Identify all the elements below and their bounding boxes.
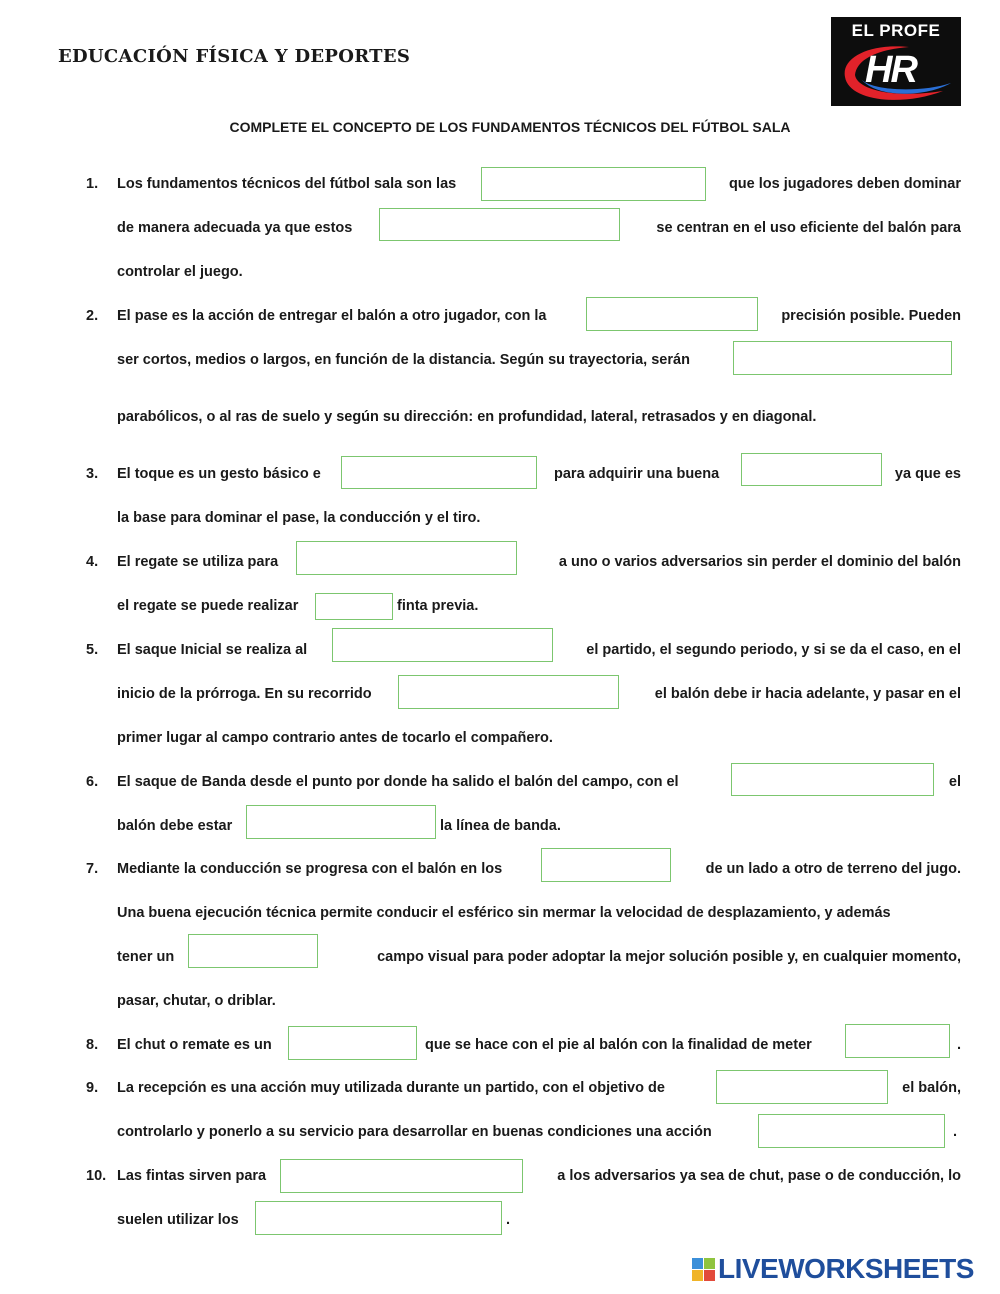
answer-box[interactable]: [296, 541, 517, 575]
item-number: 2.: [86, 308, 99, 324]
item-text: El saque Inicial se realiza al: [117, 642, 308, 658]
item-text: suelen utilizar los: [117, 1212, 239, 1228]
item-text: que se hace con el pie al balón con la finalidad de meter: [425, 1037, 812, 1053]
item-text: el partido, el segundo periodo, y si se da el caso, en el: [586, 642, 961, 658]
item-text: a los adversarios ya sea de chut, pase o de conducción, lo: [557, 1168, 961, 1184]
answer-box[interactable]: [288, 1026, 417, 1060]
item-text: el balón,: [902, 1080, 961, 1096]
cubes-icon: [692, 1258, 716, 1282]
answer-box[interactable]: [716, 1070, 888, 1104]
item-text: precisión posible. Pueden: [781, 308, 961, 324]
answer-box[interactable]: [845, 1024, 950, 1058]
answer-box[interactable]: [731, 763, 934, 796]
answer-box[interactable]: [315, 593, 393, 620]
item-text: El chut o remate es un: [117, 1037, 272, 1053]
item-number: 3.: [86, 466, 99, 482]
item-number: 6.: [86, 774, 99, 790]
item-text: Mediante la conducción se progresa con el balón en los: [117, 861, 503, 877]
item-text: de manera adecuada ya que estos: [117, 220, 353, 236]
item-number: 10.: [86, 1168, 107, 1184]
item-text: balón debe estar: [117, 818, 233, 834]
item-text: para adquirir una buena: [554, 466, 720, 482]
logo-text-top: EL PROFE: [851, 21, 941, 40]
item-text: controlarlo y ponerlo a su servicio para desarrollar en buenas condiciones una acción: [117, 1124, 712, 1140]
item-text: campo visual para poder adoptar la mejor solución posible y, en cualquier momento,: [377, 949, 961, 965]
item-number: 7.: [86, 861, 99, 877]
answer-box[interactable]: [733, 341, 952, 375]
answer-box[interactable]: [398, 675, 619, 709]
item-text: la línea de banda.: [440, 818, 561, 834]
item-number: 9.: [86, 1080, 99, 1096]
answer-box[interactable]: [741, 453, 882, 486]
answer-box[interactable]: [332, 628, 553, 662]
logo-text-mark: HR: [865, 49, 916, 91]
item-text: se centran en el uso eficiente del balón para: [656, 220, 961, 236]
item-text: pasar, chutar, o driblar.: [117, 993, 276, 1009]
item-text: .: [506, 1212, 511, 1228]
item-text: .: [956, 1037, 961, 1053]
el-profe-hr-logo: [831, 17, 961, 106]
item-text: controlar el juego.: [117, 264, 243, 280]
item-text: ya que es: [894, 466, 961, 482]
answer-box[interactable]: [341, 456, 537, 489]
answer-box[interactable]: [188, 934, 318, 968]
item-text: Una buena ejecución técnica permite conducir el esférico sin mermar la velocidad de desplazamiento, y además: [117, 905, 891, 921]
answer-box[interactable]: [246, 805, 436, 839]
item-text: El pase es la acción de entregar el balón a otro jugador, con la: [117, 308, 547, 324]
item-text: que los jugadores deben dominar: [728, 176, 961, 192]
item-number: 1.: [86, 176, 99, 192]
item-text: primer lugar al campo contrario antes de tocarlo el compañero.: [117, 730, 553, 746]
item-text: .: [953, 1124, 958, 1140]
answer-box[interactable]: [280, 1159, 523, 1193]
item-number: 8.: [86, 1037, 99, 1053]
answer-box[interactable]: [586, 297, 758, 331]
item-text: El saque de Banda desde el punto por donde ha salido el balón del campo, con el: [117, 774, 679, 790]
item-number: 5.: [86, 642, 99, 658]
item-number: 4.: [86, 554, 99, 570]
item-text: de un lado a otro de terreno del jugo.: [705, 861, 961, 877]
item-text: parabólicos, o al ras de suelo y según su dirección: en profundidad, lateral, retrasados y en diagonal.: [117, 409, 817, 425]
answer-box[interactable]: [255, 1201, 502, 1235]
answer-box[interactable]: [758, 1114, 945, 1148]
item-text: el regate se puede realizar: [117, 598, 299, 614]
item-text: el balón debe ir hacia adelante, y pasar en el: [654, 686, 961, 702]
subject-title: EDUCACIÓN FÍSICA Y DEPORTES: [58, 46, 411, 67]
item-text: tener un: [117, 949, 175, 965]
item-text: Los fundamentos técnicos del fútbol sala son las: [117, 176, 457, 192]
brand-text: LIVEWORKSHEETS: [718, 1253, 974, 1284]
item-text: El regate se utiliza para: [117, 554, 279, 570]
item-text: a uno o varios adversarios sin perder el dominio del balón: [558, 554, 961, 570]
item-text: inicio de la prórroga. En su recorrido: [117, 686, 372, 702]
item-text: la base para dominar el pase, la conducción y el tiro.: [117, 510, 481, 526]
item-text: La recepción es una acción muy utilizada durante un partido, con el objetivo de: [117, 1080, 665, 1096]
item-text: Las fintas sirven para: [117, 1168, 267, 1184]
item-text: ser cortos, medios o largos, en función de la distancia. Según su trayectoria, serán: [117, 352, 690, 368]
answer-box[interactable]: [481, 167, 706, 201]
worksheet-instruction: COMPLETE EL CONCEPTO DE LOS FUNDAMENTOS TÉCNICOS DEL FÚTBOL SALA: [229, 119, 791, 135]
answer-box[interactable]: [379, 208, 620, 241]
item-text: el: [948, 774, 961, 790]
answer-box[interactable]: [541, 848, 671, 882]
item-text: finta previa.: [397, 598, 479, 614]
item-text: El toque es un gesto básico e: [117, 466, 321, 482]
